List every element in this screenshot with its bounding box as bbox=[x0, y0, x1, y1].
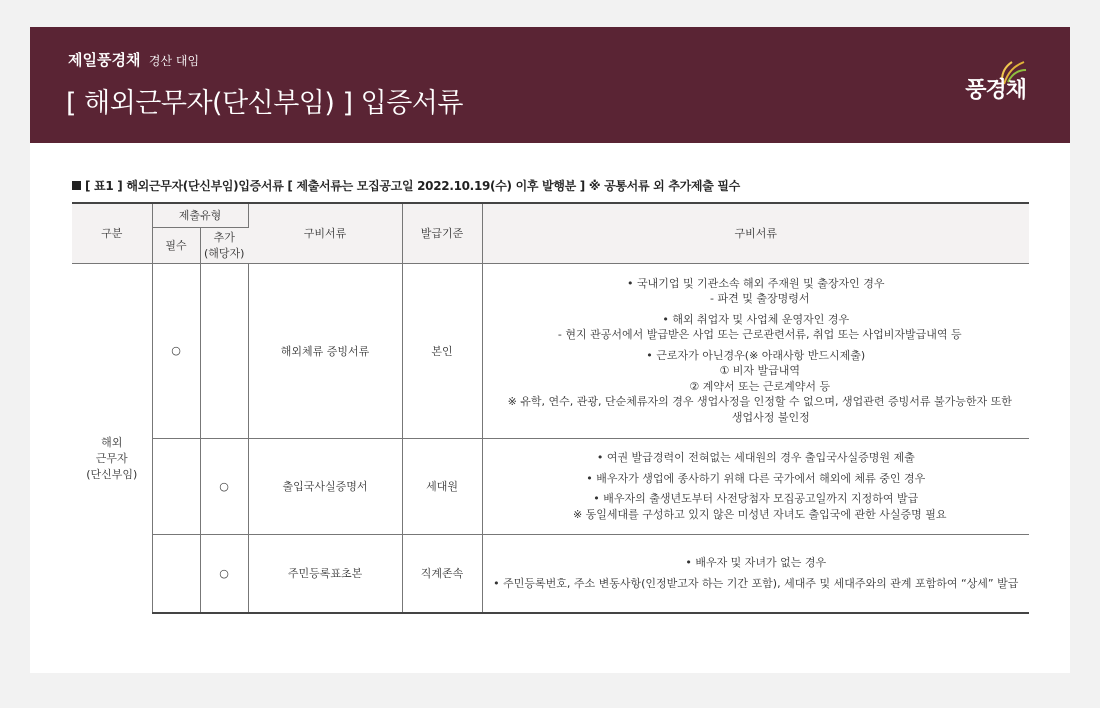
table-row bbox=[72, 534, 1029, 613]
additional-mark: ○ bbox=[200, 534, 248, 613]
brand-sub: 경산 대임 bbox=[148, 54, 200, 68]
document-name: 해외체류 증빙서류 bbox=[248, 263, 402, 438]
document-name: 주민등록표초본 bbox=[248, 534, 402, 613]
detail-line: • 배우자 및 자녀가 없는 경우 bbox=[685, 556, 827, 570]
additional-mark: ○ bbox=[200, 438, 248, 534]
header-issuer: 발급기준 bbox=[402, 203, 482, 263]
bullet-group bbox=[483, 576, 1030, 592]
detail-line: • 국내기업 및 기관소속 해외 주재원 및 출장자인 경우 bbox=[626, 276, 885, 290]
bullet-group bbox=[483, 312, 1030, 343]
header-category: 구분 bbox=[72, 203, 152, 263]
bullet-group bbox=[483, 276, 1030, 307]
bullet-group bbox=[483, 450, 1030, 466]
detail-line: - 파견 및 출장명령서 bbox=[710, 292, 810, 306]
document-name: 출입국사실증명서 bbox=[248, 438, 402, 534]
table-row bbox=[72, 438, 1029, 534]
detail-line: • 주민등록번호, 주소 변동사항(인정받고자 하는 기간 포함), 세대주 및 세대주와의 관계 포함하여 “상세” 발급 bbox=[493, 576, 1019, 590]
caption-text: [ 표1 ] 해외근무자(단신부임)입증서류 [ 제출서류는 모집공고일 2022.10.19(수) 이후 발행분 ] ※ 공통서류 외 추가제출 필수 bbox=[85, 179, 740, 193]
category-line: 해외 bbox=[101, 436, 123, 450]
square-bullet-icon bbox=[72, 181, 81, 190]
detail-line: • 여권 발급경력이 전혀없는 세대원의 경우 출입국사실증명원 제출 bbox=[596, 451, 915, 464]
detail-line: • 근로자가 아닌경우(※ 아래사항 반드시제출) bbox=[646, 348, 866, 362]
issuer-name: 직계존속 bbox=[402, 534, 482, 613]
page-header bbox=[30, 27, 1070, 143]
category-cell bbox=[72, 263, 152, 613]
detail-line: ※ 유학, 연수, 관광, 단순체류자의 경우 생업사정을 인정할 수 없으며, 생업관련 증빙서류 불가능한자 또한 bbox=[507, 395, 1012, 409]
header-additional bbox=[200, 227, 248, 263]
header-documents: 구비서류 bbox=[248, 203, 402, 263]
logo-text: 풍경채 bbox=[965, 78, 1026, 103]
issuer-name: 세대원 bbox=[402, 438, 482, 534]
header-details: 구비서류 bbox=[482, 203, 1029, 263]
required-mark bbox=[152, 438, 200, 534]
issuer-name: 본인 bbox=[402, 263, 482, 438]
header-submit-type: 제출유형 bbox=[152, 203, 248, 227]
detail-cell bbox=[482, 438, 1029, 534]
header-additional-line1: 추가 bbox=[213, 231, 235, 244]
brand-line bbox=[68, 49, 199, 70]
detail-cell bbox=[482, 263, 1029, 438]
detail-line: - 현지 관공서에서 발급받은 사업 또는 근로관련서류, 취업 또는 사업비자발급내역 등 bbox=[557, 328, 962, 342]
bullet-group bbox=[483, 348, 1030, 426]
bullet-group bbox=[483, 471, 1030, 487]
detail-line: • 해외 취업자 및 사업체 운영자인 경우 bbox=[662, 312, 850, 326]
header-additional-line2: (해당자) bbox=[204, 247, 245, 260]
bullet-group bbox=[483, 491, 1030, 522]
detail-line: • 배우자의 출생년도부터 사전당첨자 모집공고일까지 지정하여 발급 bbox=[593, 492, 919, 505]
table-caption bbox=[72, 177, 740, 194]
additional-mark bbox=[200, 263, 248, 438]
detail-cell bbox=[482, 534, 1029, 613]
page-title: [ 해외근무자(단신부임) ] 입증서류 bbox=[66, 88, 463, 119]
bullet-group bbox=[483, 555, 1030, 571]
category-line: 근무자 bbox=[95, 452, 128, 466]
required-mark: ○ bbox=[152, 263, 200, 438]
detail-line: ※ 동일세대를 구성하고 있지 않은 미성년 자녀도 출입국에 관한 사실증명 필요 bbox=[572, 507, 947, 521]
detail-line: • 배우자가 생업에 종사하기 위해 다른 국가에서 해외에 체류 중인 경우 bbox=[586, 471, 926, 485]
header-required: 필수 bbox=[152, 227, 200, 263]
detail-line: ② 계약서 또는 근로계약서 등 bbox=[689, 379, 831, 393]
required-mark bbox=[152, 534, 200, 613]
category-line: (단신부임) bbox=[86, 468, 138, 482]
content-card bbox=[30, 27, 1070, 673]
detail-line: 생업사정 불인정 bbox=[731, 410, 810, 424]
table-row bbox=[72, 263, 1029, 438]
brand-name: 제일풍경채 bbox=[68, 51, 141, 69]
documents-table bbox=[72, 202, 1029, 614]
detail-line: ① 비자 발급내역 bbox=[719, 364, 801, 378]
